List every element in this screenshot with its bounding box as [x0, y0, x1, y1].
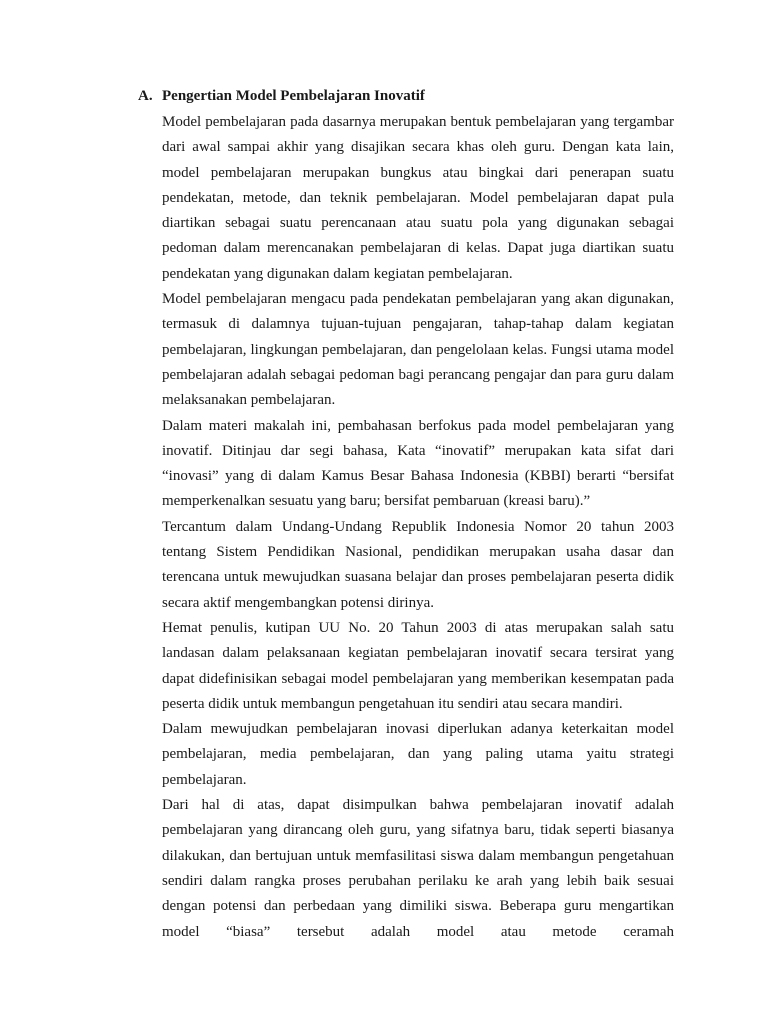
paragraph-definition: Model pembelajaran pada dasarnya merupakan bentuk pembelajaran yang tergambar dari awal sampai akhir yang disajikan secara khas oleh guru. Dengan kata lain, model pembelajaran merupakan bungkus atau bingkai dari penerapan suatu pendekatan, metode, dan teknik pembelajaran. Model pembelajaran dapat pula diartikan sebagai suatu perencanaan atau suatu pola yang digunakan sebagai pedoman dalam merencanakan pembelajaran di kelas. Dapat juga diartikan suatu pendekatan yang digunakan dalam kegiatan pembelajaran. — [162, 114, 674, 282]
paragraph-conclusion: Dari hal di atas, dapat disimpulkan bahwa pembelajaran inovatif adalah pembelajaran yang dirancang oleh guru, yang sifatnya baru, tidak seperti biasanya dilakukan, dan bertujuan untuk memfasilitasi siswa dalam membangun pengetahuan sendiri dalam rangka proses perubahan perilaku ke arah yang lebih baik sesuai dengan potensi dan perbedaan yang dimiliki siswa. Beberapa guru mengartikan model “biasa” tersebut adalah model atau metode ceramah — [162, 797, 674, 940]
paragraph-linkage: Dalam mewujudkan pembelajaran inovasi diperlukan adanya keterkaitan model pembelajaran, media pembelajaran, dan yang paling utama yaitu strategi pembelajaran. — [162, 721, 674, 788]
paragraph-function: Model pembelajaran mengacu pada pendekatan pembelajaran yang akan digunakan, termasuk di dalamnya tujuan-tujuan pengajaran, tahap-tahap dalam kegiatan pembelajaran, lingkungan pembelajaran, dan pengelolaan kelas. Fungsi utama model pembelajaran adalah sebagai pedoman bagi perancang pengajar dan para guru dalam melaksanakan pembelajaran. — [162, 291, 674, 409]
section-letter: A. — [138, 88, 153, 104]
section-heading — [138, 86, 678, 106]
section-body — [162, 110, 674, 945]
paragraph-law-reference: Tercantum dalam Undang-Undang Republik Indonesia Nomor 20 tahun 2003 tentang Sistem Pendidikan Nasional, pendidikan merupakan usaha dasar dan terencana untuk mewujudkan suasana belajar dan proses pembelajaran peserta didik secara aktif mengembangkan potensi dirinya. — [162, 518, 674, 611]
section-title: Pengertian Model Pembelajaran Inovatif — [162, 88, 425, 104]
paragraph-innovative-meaning: Dalam materi makalah ini, pembahasan berfokus pada model pembelajaran yang inovatif. Ditinjau dar segi bahasa, Kata “inovatif” merupakan kata sifat dari “inovasi” yang di dalam Kamus Besar Bahasa Indonesia (KBBI) berarti “bersifat memperkenalkan sesuatu yang baru; bersifat pembaruan (kreasi baru).” — [162, 417, 674, 510]
paragraph-author-view: Hemat penulis, kutipan UU No. 20 Tahun 2003 di atas merupakan salah satu landasan dalam pelaksanaan kegiatan pembelajaran inovatif secara tersirat yang dapat didefinisikan sebagai model pembelajaran yang memberikan kesempatan pada peserta didik untuk membangun pengetahuan itu sendiri atau secara mandiri. — [162, 619, 674, 712]
